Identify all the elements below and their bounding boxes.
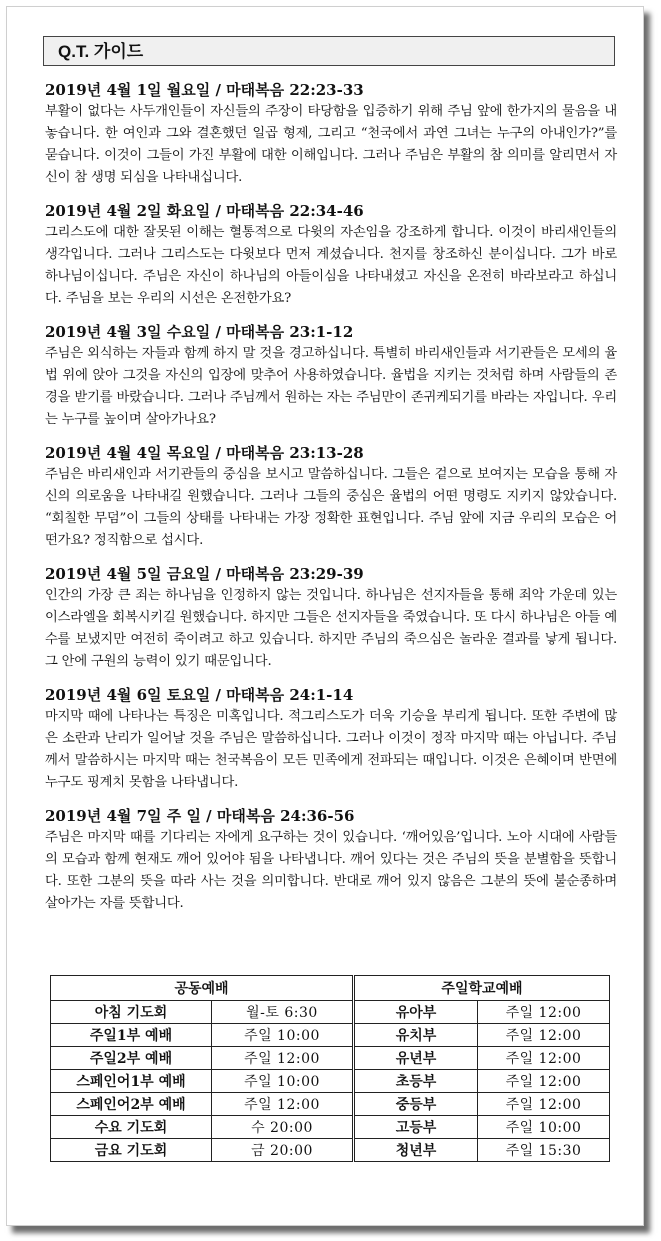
- service-name: 주일2부 예배: [51, 1047, 212, 1070]
- qt-entry: [45, 201, 617, 310]
- entry-body: 주님은 외식하는 자들과 함께 하지 말 것을 경고하십니다. 특별히 바리새인들과 서기관들은 모세의 율법 위에 앉아 그것을 자신의 입장에 맞추어 사용하였습니다. 율법을 지키는 것처럼 하며 사람들의 존경을 받기를 바랐습니다. 그러나 주님께서 원하는 자는 주님만이 존귀케되기를 바라는 자입니다. 우리는 누구를 높이며 살아가나요?: [45, 346, 617, 427]
- table-row: [51, 1001, 610, 1024]
- table-header-row: [51, 976, 610, 1001]
- table-row: [51, 1047, 610, 1070]
- table-row: [51, 1139, 610, 1162]
- entry-body: 주님은 마지막 때를 기다리는 자에게 요구하는 것이 있습니다. ‘깨어있음’입니다. 노아 시대에 사람들의 모습과 함께 현재도 깨어 있어야 됨을 나타냅니다. 깨어 있다는 것은 주님의 뜻을 분별함을 뜻합니다. 또한 그분의 뜻을 따라 사는 것을 의미합니다. 반대로 깨어 있지 않음은 그분의 뜻에 불순종하며 살아가는 자를 뜻합니다.: [45, 830, 617, 911]
- service-name: 주일1부 예배: [51, 1024, 212, 1047]
- service-time: 월-토 6:30: [212, 1001, 354, 1024]
- department-name: 초등부: [354, 1070, 478, 1093]
- entry-title: 2019년 4월 3일 수요일 / 마태복음 23:1-12: [45, 323, 354, 341]
- entry-title: 2019년 4월 1일 월요일 / 마태복음 22:23-33: [45, 81, 364, 99]
- right-header: 주일학교예배: [354, 976, 610, 1001]
- entry-body: 부활이 없다는 사두개인들이 자신들의 주장이 타당함을 입증하기 위해 주님 앞에 한가지의 물음을 내놓습니다. 한 여인과 그와 결혼했던 일곱 형제, 그리고 “천국에서 과연 그녀는 누구의 아내인가?”를 묻습니다. 이것이 그들이 가진 부활에 대한 이해입니다. 그러나 주님은 부활의 참 의미를 알리면서 자신이 참 생명 되심을 나타내십니다.: [45, 104, 617, 185]
- entry-title: 2019년 4월 4일 목요일 / 마태복음 23:13-28: [45, 444, 364, 462]
- table-row: [51, 1116, 610, 1139]
- department-name: 청년부: [354, 1139, 478, 1162]
- qt-entries: [45, 80, 617, 927]
- department-time: 주일 15:30: [478, 1139, 610, 1162]
- entry-body: 주님은 바리새인과 서기관들의 중심을 보시고 말씀하십니다. 그들은 겉으로 보여지는 모습을 통해 자신의 의로움을 나타내길 원했습니다. 그러나 그들의 중심은 율법의 어떤 명령도 지키지 않았습니다. “회칠한 무덤”이 그들의 상태를 나타내는 가장 정확한 표현입니다. 주님 앞에 지금 우리의 모습은 어떤가요? 정직함으로 섭시다.: [45, 467, 617, 548]
- department-time: 주일 12:00: [478, 1001, 610, 1024]
- service-name: 금요 기도회: [51, 1139, 212, 1162]
- entry-title: 2019년 4월 2일 화요일 / 마태복음 22:34-46: [45, 202, 364, 220]
- qt-entry: [45, 685, 617, 794]
- department-time: 주일 12:00: [478, 1024, 610, 1047]
- service-name: 아침 기도회: [51, 1001, 212, 1024]
- service-time: 금 20:00: [212, 1139, 354, 1162]
- service-time: 수 20:00: [212, 1116, 354, 1139]
- department-name: 중등부: [354, 1093, 478, 1116]
- entry-title: 2019년 4월 7일 주 일 / 마태복음 24:36-56: [45, 807, 355, 825]
- entry-title: 2019년 4월 5일 금요일 / 마태복음 23:29-39: [45, 565, 364, 583]
- service-time: 주일 10:00: [212, 1024, 354, 1047]
- qt-entry: [45, 564, 617, 673]
- service-name: 스페인어1부 예배: [51, 1070, 212, 1093]
- department-time: 주일 12:00: [478, 1070, 610, 1093]
- department-name: 유치부: [354, 1024, 478, 1047]
- service-time: 주일 12:00: [212, 1047, 354, 1070]
- table-row: [51, 1024, 610, 1047]
- worship-schedule-table: [50, 975, 610, 1162]
- service-name: 스페인어2부 예배: [51, 1093, 212, 1116]
- entry-title: 2019년 4월 6일 토요일 / 마태복음 24:1-14: [45, 686, 354, 704]
- table-row: [51, 1070, 610, 1093]
- entry-body: 인간의 가장 큰 죄는 하나님을 인정하지 않는 것입니다. 하나님은 선지자들을 통해 죄악 가운데 있는 이스라엘을 회복시키길 원했습니다. 하지만 그들은 선지자들을 죽였습니다. 또 다시 하나님은 아들 예수를 보냈지만 여전히 죽이려고 하고 있습니다. 하지만 주님의 죽으심은 놀라운 결과를 낳게 됩니다. 그 안에 구원의 능력이 있기 때문입니다.: [45, 588, 617, 669]
- department-time: 주일 12:00: [478, 1047, 610, 1070]
- department-name: 유아부: [354, 1001, 478, 1024]
- service-time: 주일 10:00: [212, 1070, 354, 1093]
- department-time: 주일 10:00: [478, 1116, 610, 1139]
- page-title: Q.T. 가이드: [43, 36, 615, 66]
- entry-body: 그리스도에 대한 잘못된 이해는 혈통적으로 다윗의 자손임을 강조하게 합니다. 이것이 바리새인들의 생각입니다. 그러나 그리스도는 다윗보다 먼저 계셨습니다. 천지를 창조하신 분이십니다. 그가 바로 하나님이십니다. 주님은 자신이 하나님의 아들이심을 나타내셨고 자신을 온전히 바라보라고 하십니다. 주님을 보는 우리의 시선은 온전한가요?: [45, 225, 617, 306]
- qt-entry: [45, 80, 617, 189]
- department-time: 주일 12:00: [478, 1093, 610, 1116]
- service-time: 주일 12:00: [212, 1093, 354, 1116]
- qt-entry: [45, 806, 617, 915]
- entry-body: 마지막 때에 나타나는 특징은 미혹입니다. 적그리스도가 더욱 기승을 부리게 됩니다. 또한 주변에 많은 소란과 난리가 일어날 것을 주님은 말씀하십니다. 그러나 이것이 정작 마지막 때는 아닙니다. 주님께서 말씀하시는 마지막 때는 천국복음이 모든 민족에게 전파되는 때입니다. 이것은 은혜이며 반면에 누구도 핑계치 못함을 나타냅니다.: [45, 709, 617, 790]
- bulletin-page: [6, 6, 644, 1226]
- left-header: 공동예배: [51, 976, 354, 1001]
- service-name: 수요 기도회: [51, 1116, 212, 1139]
- table-row: [51, 1093, 610, 1116]
- qt-entry: [45, 443, 617, 552]
- department-name: 고등부: [354, 1116, 478, 1139]
- department-name: 유년부: [354, 1047, 478, 1070]
- qt-entry: [45, 322, 617, 431]
